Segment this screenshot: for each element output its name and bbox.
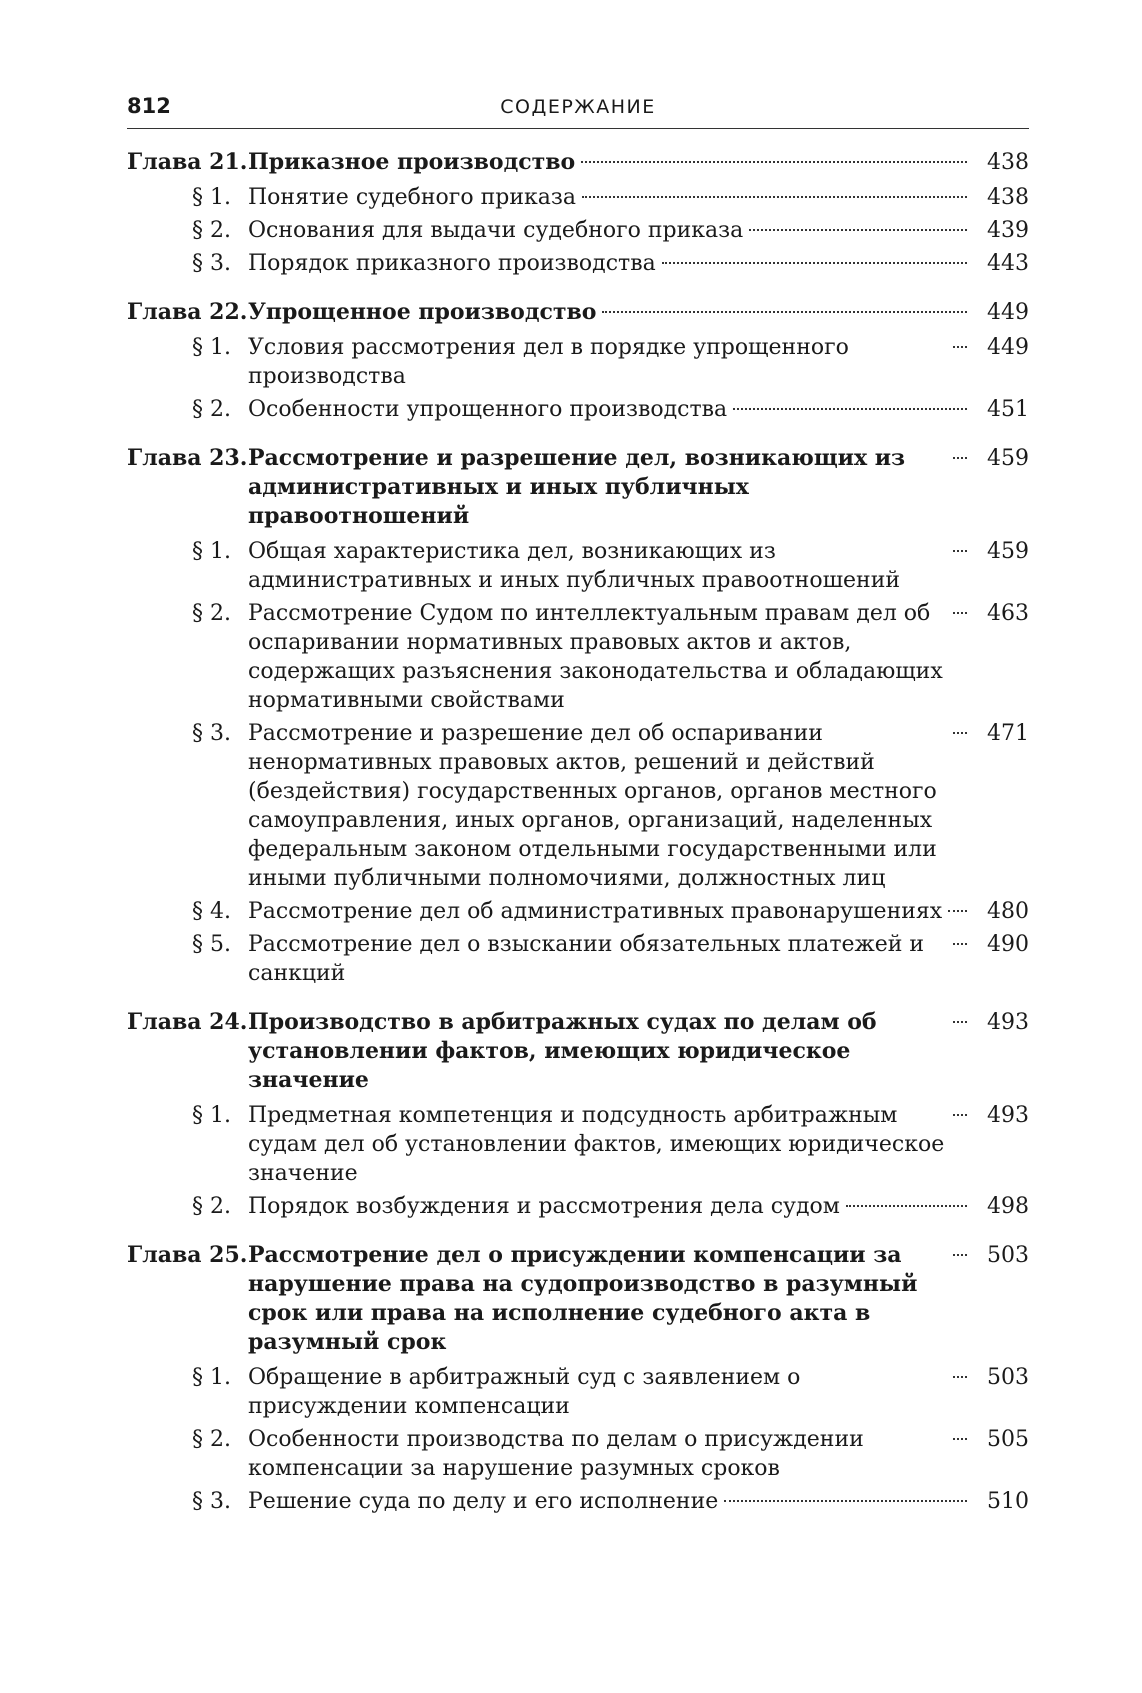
section-label: § 3. xyxy=(192,251,231,276)
chapter-label: Глава 23. xyxy=(127,445,248,471)
toc-chapter xyxy=(127,1008,1029,1221)
toc-chapter xyxy=(127,444,1029,988)
toc-section xyxy=(127,249,1029,278)
section-page-number: 459 xyxy=(987,539,1029,564)
table-of-contents xyxy=(127,148,1029,1536)
section-page-number: 503 xyxy=(987,1365,1029,1390)
section-title: Рассмотрение Судом по интеллектуальным правам дел об оспаривании нормативных правовых актов и актов, содержащих разъяснения законодательства и обладающих нормативными свойствами xyxy=(248,601,943,713)
section-label: § 2. xyxy=(192,397,231,422)
toc-section xyxy=(127,930,1029,988)
section-page-number: 480 xyxy=(987,899,1029,924)
dot-leader xyxy=(953,457,967,459)
section-label: § 1. xyxy=(192,1103,231,1128)
section-title: Общая характеристика дел, возникающих из административных и иных публичных правоотношений xyxy=(248,539,901,593)
section-title: Особенности производства по делам о присуждении компенсации за нарушение разумных сроков xyxy=(248,1427,864,1481)
chapter-label: Глава 22. xyxy=(127,299,248,325)
dot-leader xyxy=(846,1205,967,1207)
chapter-heading xyxy=(127,298,1029,333)
chapter-title: Рассмотрение и разрешение дел, возникающих из административных и иных публичных правоотношений xyxy=(248,445,906,529)
section-title: Предметная компетенция и подсудность арбитражным судам дел об установлении фактов, имеющих юридическое значение xyxy=(248,1103,945,1186)
dot-leader xyxy=(953,346,967,348)
chapter-page-number: 503 xyxy=(987,1243,1029,1268)
section-title: Порядок приказного производства xyxy=(248,251,656,276)
section-label: § 2. xyxy=(192,601,231,626)
toc-chapter xyxy=(127,148,1029,278)
toc-section xyxy=(127,183,1029,212)
section-title: Рассмотрение дел о взыскании обязательных платежей и санкций xyxy=(248,932,925,986)
chapter-label: Глава 24. xyxy=(127,1009,248,1035)
section-title: Особенности упрощенного производства xyxy=(248,397,728,422)
chapter-page-number: 459 xyxy=(987,446,1029,471)
section-page-number: 449 xyxy=(987,335,1029,360)
chapter-page-number: 438 xyxy=(987,150,1029,175)
section-label: § 4. xyxy=(192,899,231,924)
toc-section xyxy=(127,333,1029,391)
toc-section xyxy=(127,897,1029,926)
page-number: 812 xyxy=(127,94,171,118)
section-label: § 1. xyxy=(192,539,231,564)
section-label: § 5. xyxy=(192,932,231,957)
section-page-number: 490 xyxy=(987,932,1029,957)
chapter-heading xyxy=(127,444,1029,537)
toc-section xyxy=(127,537,1029,595)
chapter-heading xyxy=(127,1008,1029,1101)
section-title: Обращение в арбитражный суд с заявлением о присуждении компенсации xyxy=(248,1365,801,1419)
chapter-title: Производство в арбитражных судах по делам об установлении фактов, имеющих юридическое значение xyxy=(248,1009,877,1093)
dot-leader xyxy=(662,262,967,264)
toc-section xyxy=(127,1101,1029,1188)
section-label: § 1. xyxy=(192,1365,231,1390)
section-page-number: 493 xyxy=(987,1103,1029,1128)
toc-section xyxy=(127,599,1029,715)
section-label: § 2. xyxy=(192,1427,231,1452)
dot-leader xyxy=(953,732,967,734)
toc-section xyxy=(127,1192,1029,1221)
page-header xyxy=(127,88,1029,129)
toc-section xyxy=(127,1363,1029,1421)
section-label: § 1. xyxy=(192,335,231,360)
dot-leader xyxy=(953,1254,967,1256)
dot-leader xyxy=(733,408,967,410)
running-title: СОДЕРЖАНИЕ xyxy=(500,96,656,118)
section-page-number: 471 xyxy=(987,721,1029,746)
dot-leader xyxy=(948,910,967,912)
toc-section xyxy=(127,395,1029,424)
dot-leader xyxy=(953,1376,967,1378)
section-label: § 3. xyxy=(192,721,231,746)
dot-leader xyxy=(953,612,967,614)
section-page-number: 443 xyxy=(987,251,1029,276)
chapter-label: Глава 21. xyxy=(127,149,248,175)
dot-leader xyxy=(953,1438,967,1440)
section-label: § 3. xyxy=(192,1489,231,1514)
section-page-number: 439 xyxy=(987,218,1029,243)
section-page-number: 451 xyxy=(987,397,1029,422)
chapter-title: Приказное производство xyxy=(248,149,576,175)
toc-section xyxy=(127,719,1029,893)
toc-section xyxy=(127,1487,1029,1516)
chapter-heading xyxy=(127,1241,1029,1363)
section-title: Условия рассмотрения дел в порядке упрощенного производства xyxy=(248,335,849,389)
dot-leader xyxy=(602,311,967,313)
dot-leader xyxy=(581,161,967,163)
section-title: Порядок возбуждения и рассмотрения дела судом xyxy=(248,1194,840,1219)
section-page-number: 438 xyxy=(987,185,1029,210)
dot-leader xyxy=(953,1021,967,1023)
section-title: Рассмотрение дел об административных правонарушениях xyxy=(248,899,943,924)
chapter-heading xyxy=(127,148,1029,183)
section-page-number: 498 xyxy=(987,1194,1029,1219)
toc-chapter xyxy=(127,1241,1029,1516)
section-label: § 1. xyxy=(192,185,231,210)
chapter-page-number: 493 xyxy=(987,1010,1029,1035)
chapter-page-number: 449 xyxy=(987,300,1029,325)
toc-section xyxy=(127,216,1029,245)
dot-leader xyxy=(724,1500,967,1502)
section-title: Решение суда по делу и его исполнение xyxy=(248,1489,719,1514)
dot-leader xyxy=(953,550,967,552)
dot-leader xyxy=(953,943,967,945)
section-title: Рассмотрение и разрешение дел об оспаривании ненормативных правовых актов, решений и действий (бездействия) государственных органов, органов местного самоуправления, иных органов, организаций, наделенных федеральным законом отдельными государственными или иными публичными полномочиями, должностных лиц xyxy=(248,721,937,891)
chapter-title: Упрощенное производство xyxy=(248,299,597,325)
section-label: § 2. xyxy=(192,218,231,243)
section-label: § 2. xyxy=(192,1194,231,1219)
dot-leader xyxy=(749,229,967,231)
chapter-label: Глава 25. xyxy=(127,1242,248,1268)
dot-leader xyxy=(953,1114,967,1116)
section-title: Основания для выдачи судебного приказа xyxy=(248,218,744,243)
section-page-number: 463 xyxy=(987,601,1029,626)
toc-section xyxy=(127,1425,1029,1483)
toc-chapter xyxy=(127,298,1029,424)
section-page-number: 510 xyxy=(987,1489,1029,1514)
section-page-number: 505 xyxy=(987,1427,1029,1452)
section-title: Понятие судебного приказа xyxy=(248,185,576,210)
dot-leader xyxy=(582,196,967,198)
chapter-title: Рассмотрение дел о присуждении компенсации за нарушение права на судопроизводство в разумный срок или права на исполнение судебного акта в разумный срок xyxy=(248,1242,918,1355)
